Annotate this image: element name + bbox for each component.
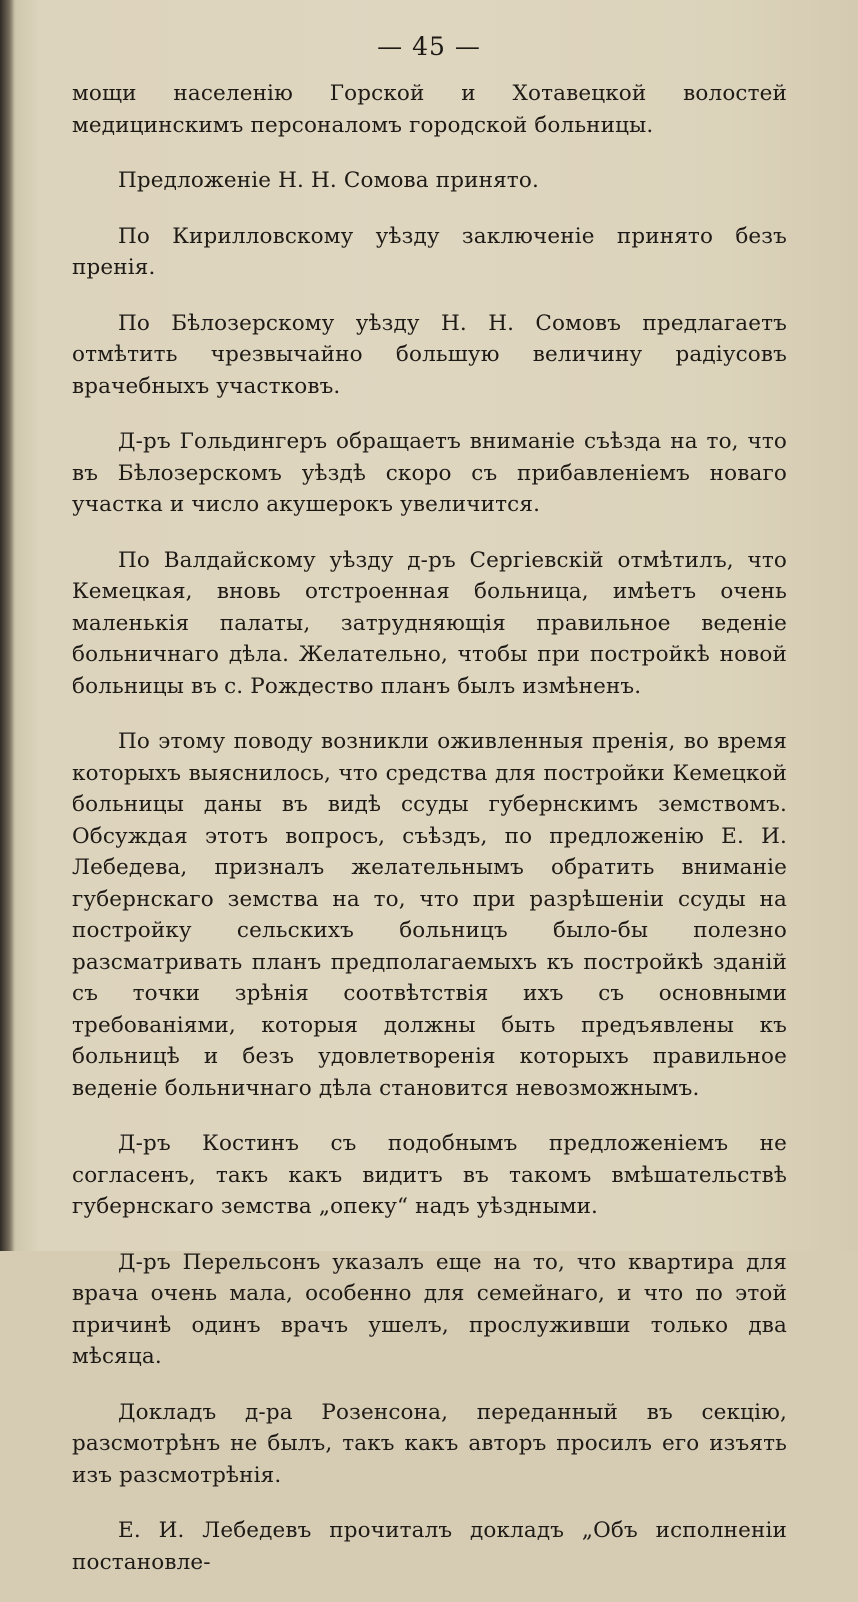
paragraph-rozenson-report: Докладъ д-ра Розенсона, переданный въ секцію, разсмотрѣнъ не былъ, такъ какъ авторъ просилъ его изъять изъ разсмотрѣнія. xyxy=(72,1399,787,1488)
paragraph-belozersk-uezd: По Бѣлозерскому уѣзду Н. Н. Сомовъ предлагаетъ отмѣтить чрезвычайно большую величину радіусовъ врачебныхъ участковъ. xyxy=(72,310,787,399)
paragraph-goldinger: Д-ръ Гольдингеръ обращаетъ вниманіе съѣзда на то, что въ Бѣлозерскомъ уѣздѣ скоро съ прибавленіемъ новаго участка и число акушерокъ увеличится. xyxy=(72,429,787,517)
paragraph-debate: По этому поводу возникли оживленныя пренія, во время которыхъ выяснилось, что средства для постройки Кемецкой больницы даны въ видѣ ссуды губернскимъ земствомъ. Обсуждая этотъ вопросъ, съѣздъ, по предложенію Е. И. Лебедева, призналъ желательнымъ обратить вниманіе губернскаго земства на то, что при разрѣшеніи ссуды на постройку сельскихъ больницъ было-бы полезно разсматривать планъ предполагаемыхъ къ постройкѣ зданій съ точки зрѣнія соотвѣтствія ихъ съ основными требованіями, которыя должны быть предъявлены къ больницѣ и безъ удовлетворенія которыхъ правильное веденіе больничнаго дѣла становится невозможнымъ. xyxy=(72,729,787,1101)
paragraph-somov-proposal: Предложеніе Н. Н. Сомова принято. xyxy=(118,168,539,193)
paragraph-kostin: Д-ръ Костинъ съ подобнымъ предложеніемъ не согласенъ, такъ какъ видитъ въ такомъ вмѣшательствѣ губернскаго земства „опеку“ надъ уѣздными. xyxy=(72,1131,787,1219)
paragraph-continuation: мощи населенію Горской и Хотавецкой волостей медицинскимъ персоналомъ городской больницы. xyxy=(72,81,787,138)
paragraph-perelson: Д-ръ Перельсонъ указалъ еще на то, что квартира для врача очень мала, особенно для семейнаго, и что по этой причинѣ одинъ врачъ ушелъ, прослуживши только два мѣсяца. xyxy=(72,1249,787,1369)
paragraph-kirillov-uezd: По Кирилловскому уѣзду заключеніе принято безъ пренія. xyxy=(72,223,787,280)
page-body xyxy=(72,78,787,1602)
paragraph-lebedev-report: Е. И. Лебедевъ прочиталъ докладъ „Объ исполненіи постановле- xyxy=(72,1518,787,1575)
book-spine-shadow xyxy=(0,0,14,1251)
paragraph-valdai-uezd: По Валдайскому уѣзду д-ръ Сергіевскій отмѣтилъ, что Кемецкая, вновь отстроенная больница, имѣетъ очень маленькія палаты, затрудняющія правильное веденіе больничнаго дѣла. Желательно, чтобы при постройкѣ новой больницы въ с. Рождество планъ былъ измѣненъ. xyxy=(72,547,787,699)
page-number: — 45 — xyxy=(377,32,481,61)
